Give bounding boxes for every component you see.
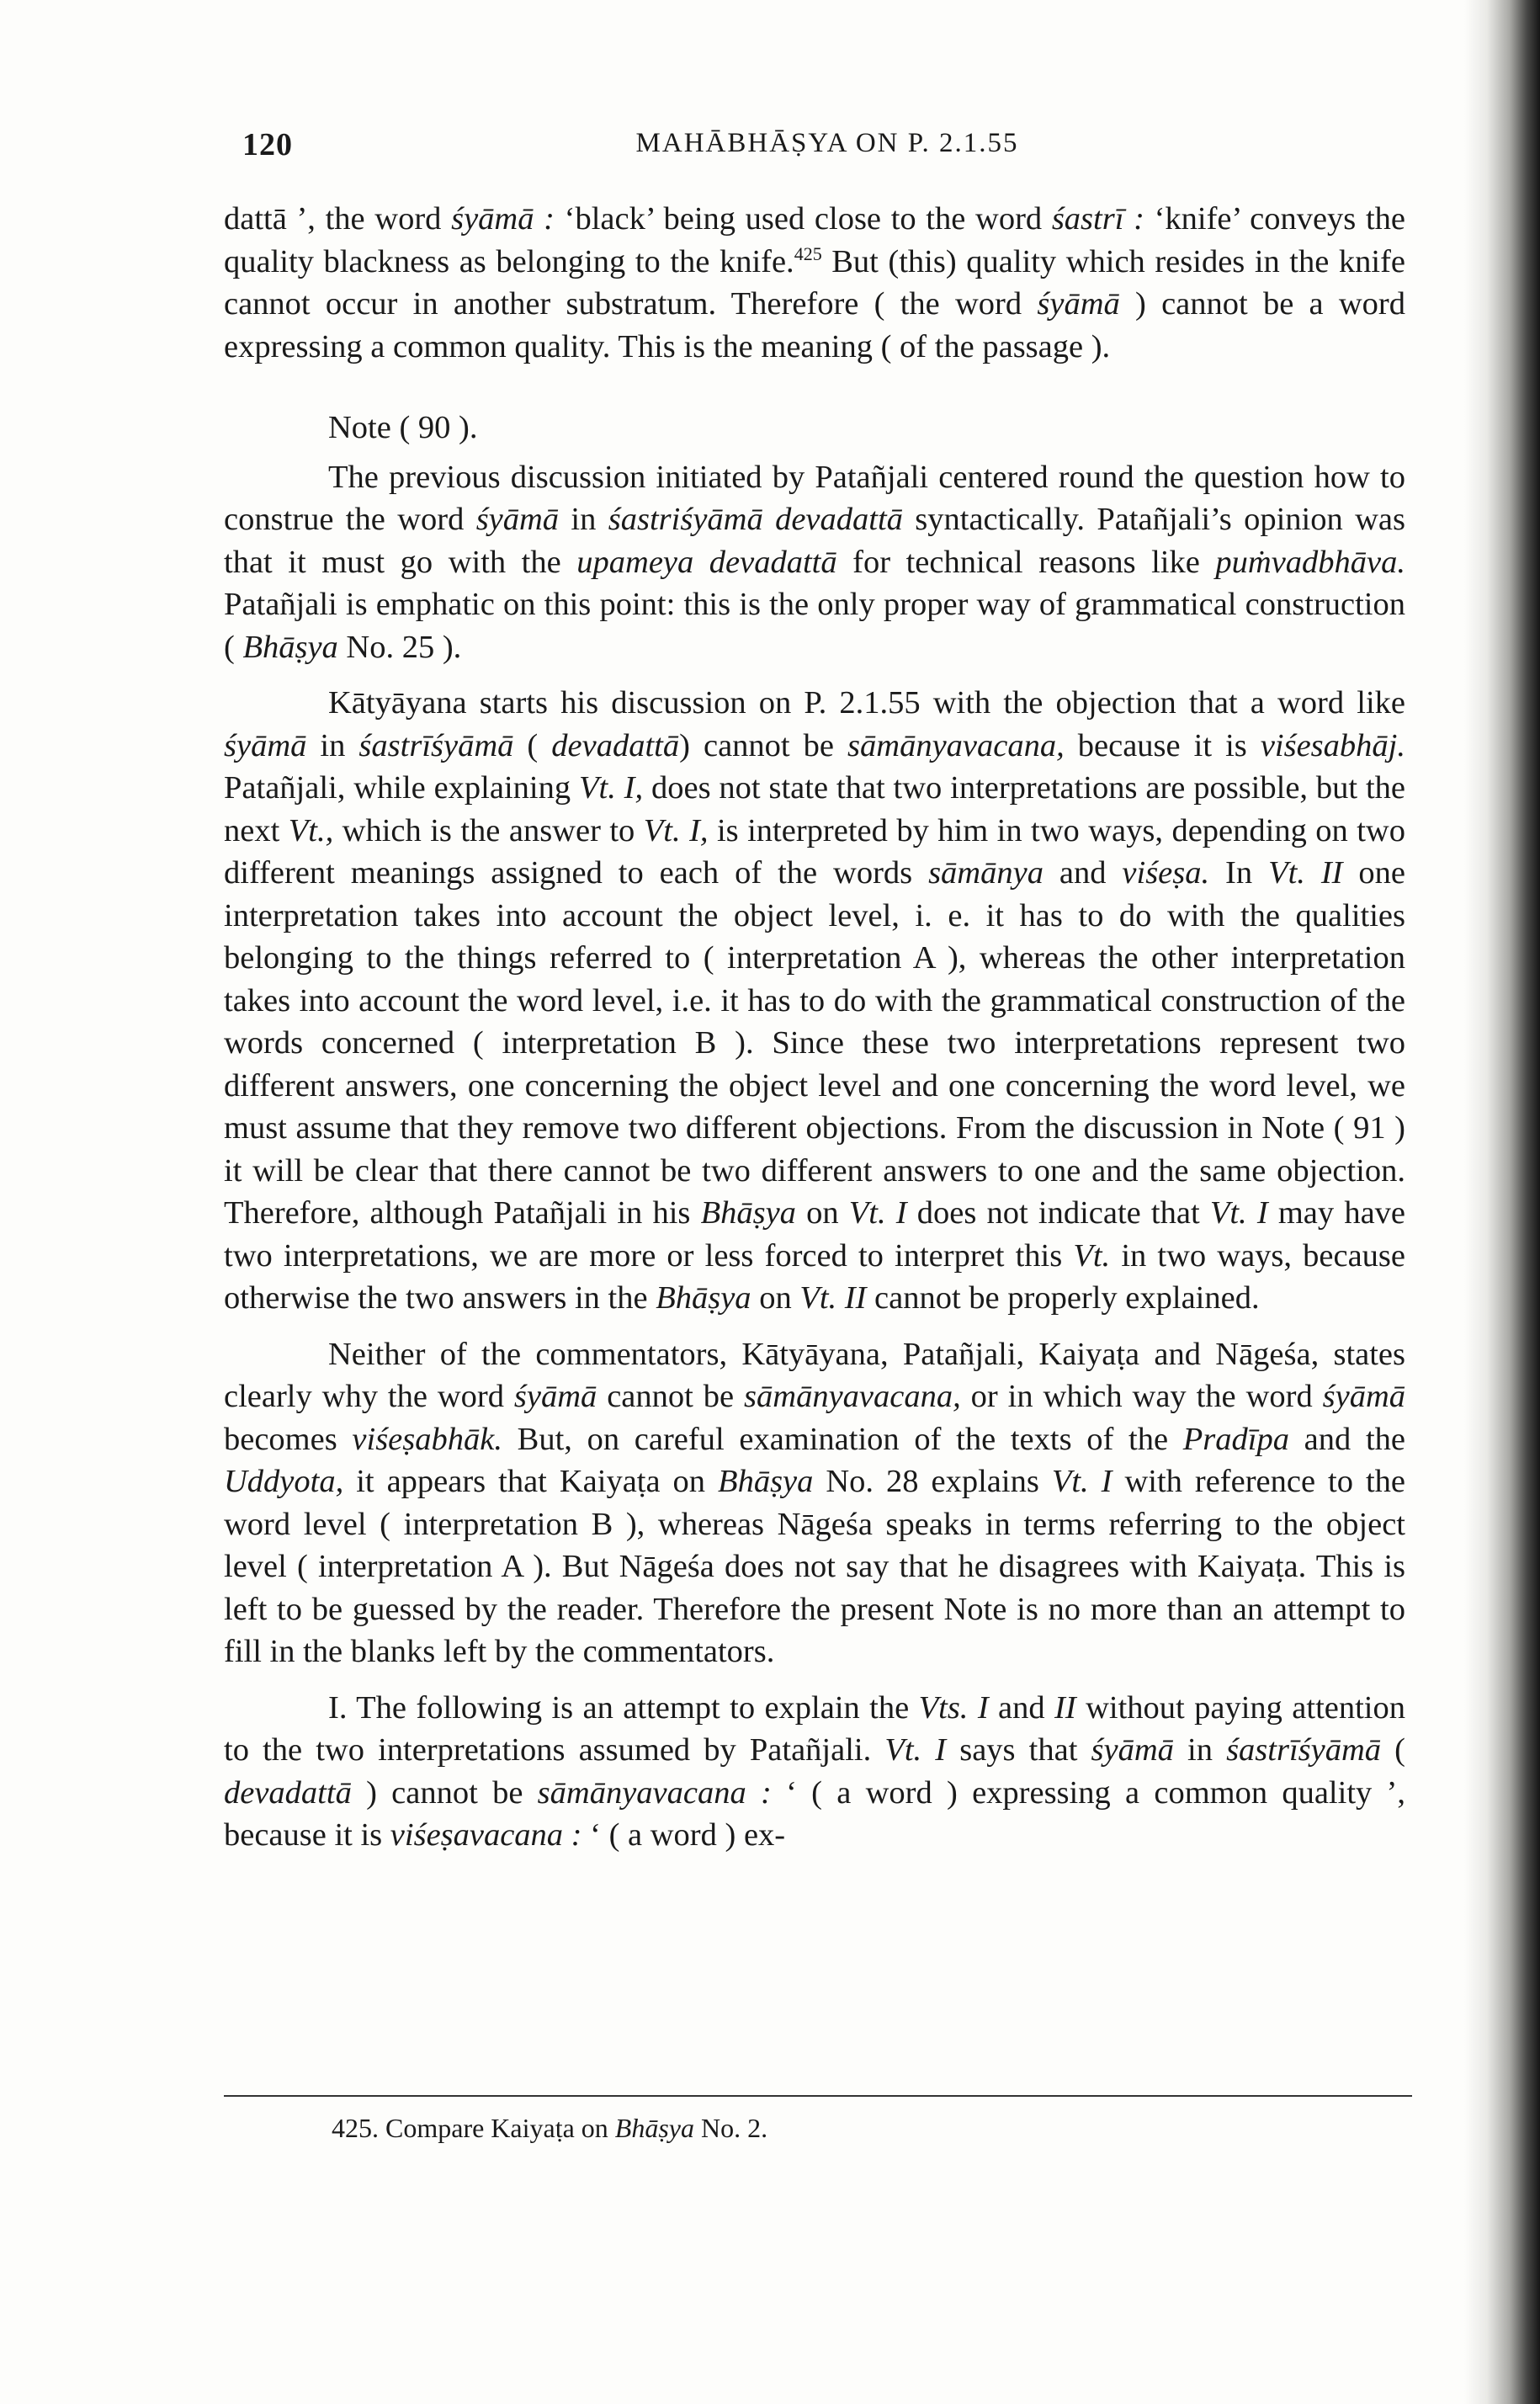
paragraph-2: The previous discussion initiated by Patañjali centered round the question how to construe the word śyāmā in śastriśyāmā devadattā syntactically. Patañjali’s opinion was that it must go with the upameya devadattā for technical reasons like puṁvadbhāva. Patañjali is emphatic on this point: this is the only proper way of grammatical construction ( Bhāṣya No. 25 ).: [224, 459, 1405, 665]
footnote-425: 425. Compare Kaiyaṭa on Bhāṣya No. 2.: [332, 2113, 768, 2143]
page-header: [242, 126, 1412, 177]
running-head: MAHĀBHĀṢYA ON P. 2.1.55: [635, 128, 1019, 158]
note-heading: Note ( 90 ).: [328, 410, 478, 445]
paragraph-5: I. The following is an attempt to explain the Vts. I and II without paying attention to the two interpretations assumed by Patañjali. Vt. I says that śyāmā in śastrīśyāmā ( devadattā ) cannot be sāmānyavacana : ‘ ( a word ) expressing a common quality ’, because it is viśeṣavacana : ‘ ( a word ) ex-: [224, 1689, 1405, 1853]
body-text: [224, 198, 1405, 1857]
paragraph-1: dattā ’, the word śyāmā : ‘black’ being used close to the word śastrī : ‘knife’ conveys the quality blackness as belonging to the knife.$^{425}$ But (this) quality which resides in the knife cannot occur in another substratum. Therefore ( the word śyāmā ) cannot be a word expressing a common quality. This is the meaning ( of the passage ).: [224, 201, 1406, 364]
page-number: 120: [242, 127, 293, 162]
footnote-divider: [224, 2095, 1412, 2097]
page-binding-shadow: [1464, 0, 1540, 2404]
paragraph-4: Neither of the commentators, Kātyāyana, Patañjali, Kaiyaṭa and Nāgeśa, states clearly why the word śyāmā cannot be sāmānyavacana, or in which way the word śyāmā becomes viśeṣabhāk. But, on careful examination of the texts of the Pradīpa and the Uddyota, it appears that Kaiyaṭa on Bhāṣya No. 28 explains Vt. I with reference to the word level ( interpretation B ), whereas Nāgeśa speaks in terms referring to the object level ( interpretation A ). But Nāgeśa does not say that he disagrees with Kaiyaṭa. This is left to be guessed by the reader. Therefore the present Note is no more than an attempt to fill in the blanks left by the commentators.: [224, 1336, 1406, 1669]
paragraph-3: Kātyāyana starts his discussion on P. 2.1.55 with the objection that a word like śyāmā in śastrīśyāmā ( devadattā) cannot be sāmānyavacana, because it is viśesabhāj. Patañjali, while explaining Vt. I, does not state that two interpretations are possible, but the next Vt., which is the answer to Vt. I, is interpreted by him in two ways, depending on two different meanings assigned to each of the words sāmānya and viśeṣa. In Vt. II one interpretation takes into account the object level, i. e. it has to do with the qualities belonging to the things referred to ( interpretation A ), whereas the other interpretation takes into account the word level, i.e. it has to do with the grammatical construction of the words concerned ( interpretation B ). Since these two interpretations represent two different answers, one concerning the object level and one concerning the word level, we must assume that they remove two different objections. From the discussion in Note ( 91 ) it will be clear that there cannot be two different answers to one and the same objection. Therefore, although Patañjali in his Bhāṣya on Vt. I does not indicate that Vt. I may have two interpretations, we are more or less forced to interpret this Vt. in two ways, because otherwise the two answers in the Bhāṣya on Vt. II cannot be properly explained.: [224, 685, 1406, 1316]
footnote-ref: 425: [794, 242, 822, 264]
